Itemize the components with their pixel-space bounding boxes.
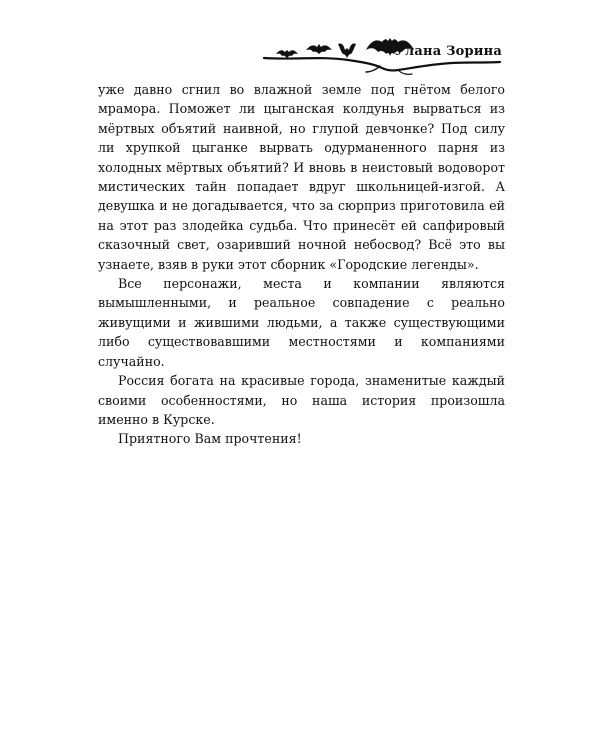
branch-line <box>264 58 500 70</box>
author-name: Улана Зорина <box>394 44 502 59</box>
bat-icon <box>276 50 298 58</box>
paragraph: Россия богата на красивые города, знаменитые каждый своими особенностями, но наша история произошла именно в Курске. <box>98 373 505 427</box>
body-text <box>98 80 505 449</box>
paragraph: уже давно сгнил во влажной земле под гнётом белого мрамора. Поможет ли цыганская колдунья вырваться из мёртвых объятий наивной, но глупой девчонке? Под силу ли хрупкой цыганке вырвать одурманенного парня из холодных мёртвых объятий? И вновь в неистовый водоворот мистических тайн попадает вдруг школьницей-изгой. А девушка и не догадывается, что за сюрприз приготовила ей на этот раз злодейка судьба. Что принесёт ей сапфировый сказочный свет, озаривший ночной небосвод? Всё это вы узнаете, взяв в руки этот сборник «Городские легенды». <box>98 82 505 272</box>
paragraph: Приятного Вам прочтения! <box>118 431 302 447</box>
bat-icon <box>306 44 332 54</box>
paragraph: Все персонажи, места и компании являются вымышленными, и реальное совпадение с реально живущими и жившими людьми, а также существующими либо существовавшими местностями и компаниями случайно. <box>98 276 505 369</box>
running-header <box>262 34 502 78</box>
bat-icon <box>338 43 356 58</box>
